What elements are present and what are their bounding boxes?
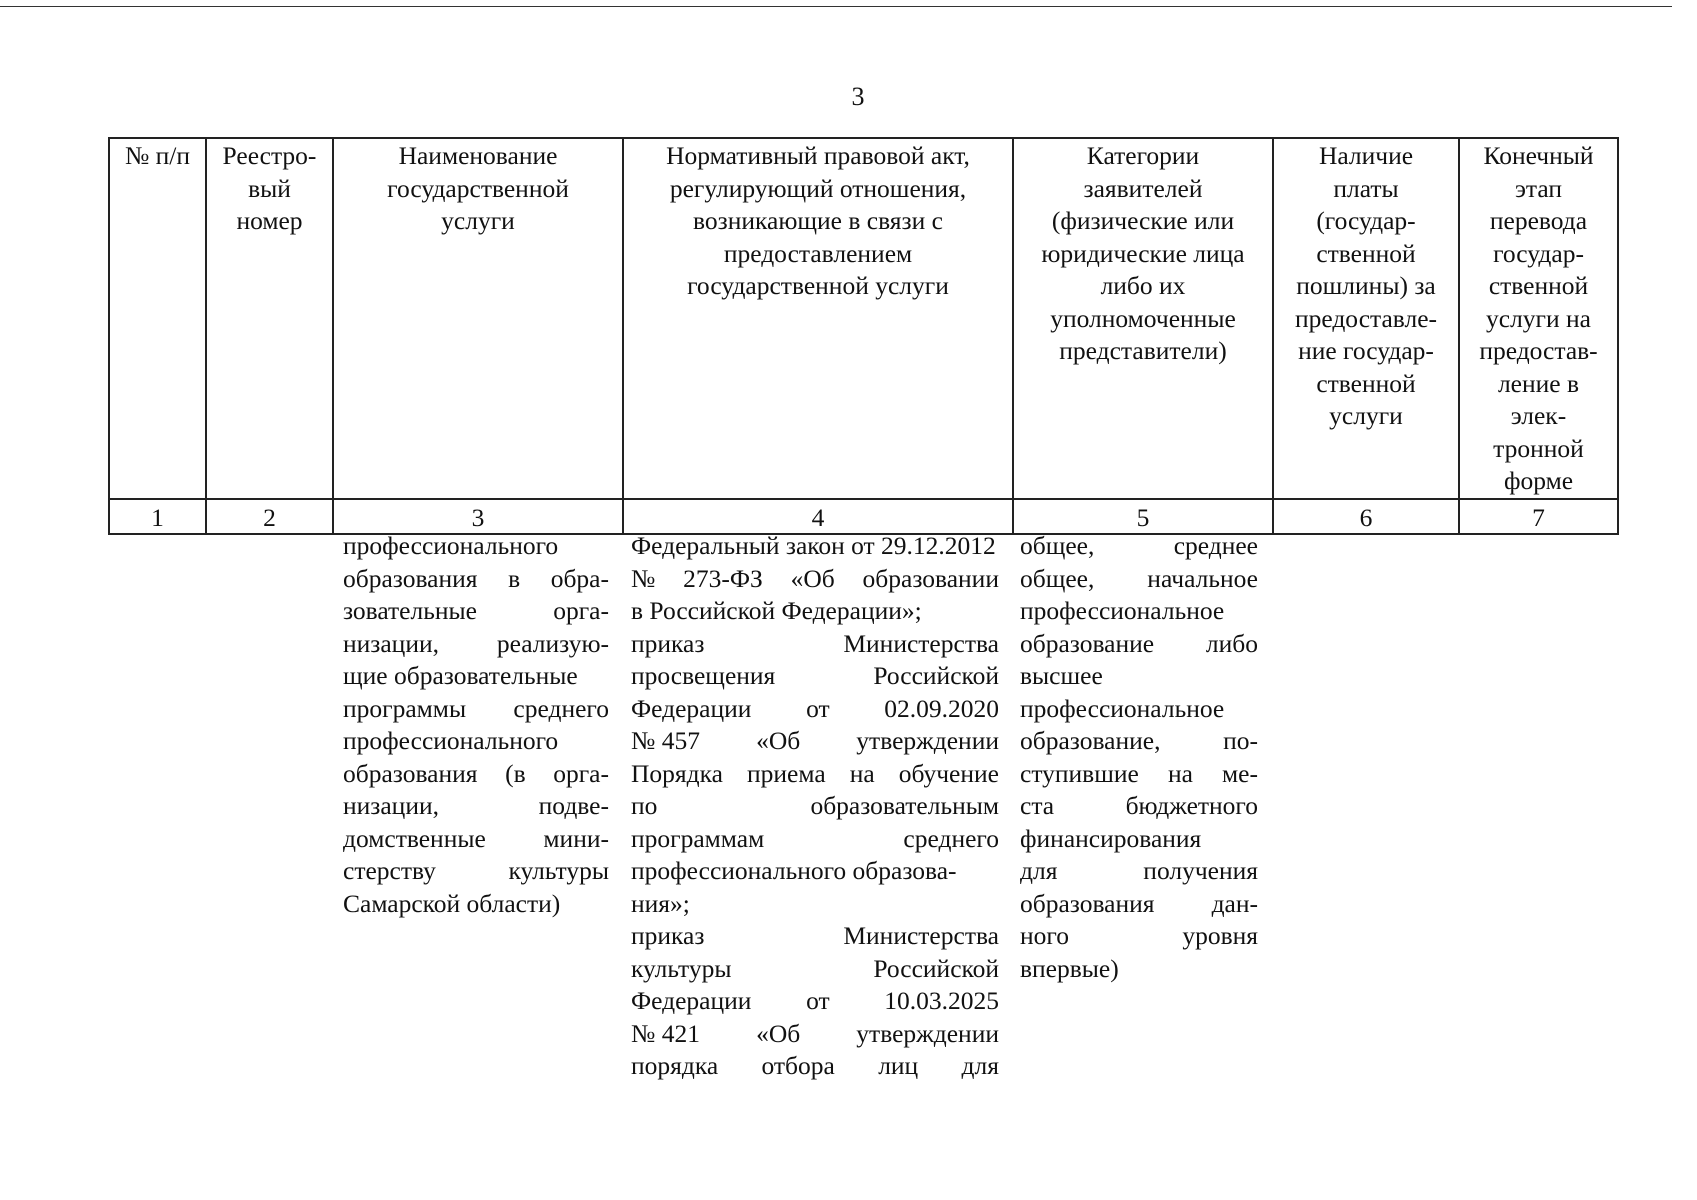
header-line: форме <box>1503 466 1574 495</box>
text-word: ного <box>1020 921 1069 950</box>
text-word: № 421 <box>631 1018 700 1048</box>
text-line <box>343 595 609 628</box>
text-word: приема <box>747 758 826 788</box>
text-word: в Российской Федерации»; <box>631 596 922 625</box>
header-cell-service-name <box>333 138 623 499</box>
text-word: образования <box>343 758 478 788</box>
applicant-categories-text <box>1020 530 1258 985</box>
text-line <box>343 855 609 888</box>
header-cell-registry-number <box>206 138 333 499</box>
text-line <box>631 693 999 726</box>
text-line <box>631 953 999 986</box>
header-cell-applicant-categories <box>1013 138 1273 499</box>
text-word: образование, <box>1020 726 1161 755</box>
header-line: тронной <box>1493 433 1584 463</box>
text-word: щие образовательные <box>343 661 578 690</box>
text-word: приказ <box>631 628 705 658</box>
text-line <box>343 888 609 921</box>
header-line: Категории <box>1086 141 1200 170</box>
column-number-cell: 7 <box>1459 499 1618 534</box>
text-word: общее, <box>1020 531 1095 560</box>
text-line <box>631 595 999 628</box>
header-line: услуги <box>441 206 515 235</box>
text-line <box>1020 530 1258 563</box>
text-line <box>1020 920 1258 953</box>
text-line <box>343 563 609 596</box>
text-word: общее, <box>1020 563 1095 593</box>
text-word: ступившие <box>1020 758 1139 788</box>
text-line <box>631 530 999 563</box>
text-word: порядка <box>631 1051 719 1080</box>
text-word: от <box>806 986 830 1015</box>
header-line: либо их <box>1100 271 1186 300</box>
text-word: профессиональное <box>1020 596 1225 625</box>
text-word: низации, <box>343 628 439 658</box>
text-line <box>1020 660 1258 693</box>
text-line <box>343 530 609 563</box>
top-rule <box>0 6 1672 7</box>
text-word: от <box>806 693 830 723</box>
header-cell-number <box>109 138 206 499</box>
text-word: приказ <box>631 921 705 950</box>
legal-act-text <box>631 530 999 1083</box>
text-line <box>631 888 999 921</box>
text-word: профессионального <box>343 726 559 755</box>
text-word: утверждении <box>856 726 999 755</box>
text-line <box>343 693 609 726</box>
text-word: по- <box>1223 726 1258 755</box>
text-word: отбора <box>761 1051 835 1080</box>
text-line <box>631 628 999 661</box>
text-word: в <box>508 563 521 593</box>
text-line <box>631 563 999 596</box>
header-line: представители) <box>1059 336 1227 365</box>
header-line: заявителей <box>1083 173 1203 203</box>
header-line: элек- <box>1510 401 1567 430</box>
text-word: Российской <box>873 661 999 690</box>
column-number-cell: 1 <box>109 499 206 534</box>
text-word: обучение <box>898 758 999 788</box>
text-word: профессиональное <box>1020 693 1225 723</box>
header-line: регулирующий отношения, <box>669 173 967 203</box>
text-word: ста <box>1020 791 1055 820</box>
header-line: ление в <box>1497 368 1580 398</box>
text-line <box>631 1050 999 1083</box>
header-line: предостав- <box>1479 336 1598 365</box>
text-word: культуры <box>508 856 609 885</box>
header-line: государ- <box>1493 238 1584 268</box>
text-line <box>1020 758 1258 791</box>
header-line: Наличие <box>1318 141 1414 170</box>
text-line <box>631 725 999 758</box>
text-word: утверждении <box>856 1018 999 1048</box>
header-line: Реестро- <box>222 141 317 170</box>
text-word: Федерации <box>631 693 752 723</box>
text-word: «Об <box>756 1018 801 1048</box>
header-line: предоставлением <box>723 238 913 268</box>
text-word: высшее <box>1020 661 1103 690</box>
text-line <box>1020 725 1258 758</box>
header-cell-legal-act <box>623 138 1013 499</box>
header-cell-electronic-stage <box>1459 138 1618 499</box>
text-word: реализую- <box>496 628 609 658</box>
text-word: на <box>849 758 875 788</box>
header-line: Нормативный правовой акт, <box>666 141 970 170</box>
text-word: стерству <box>343 856 436 885</box>
header-line: Наименование <box>398 141 558 170</box>
page-number: 3 <box>851 82 865 111</box>
text-line <box>343 725 609 758</box>
text-word: 10.03.2025 <box>884 986 999 1015</box>
column-number-row <box>109 499 1618 534</box>
text-line <box>1020 563 1258 596</box>
header-line: юридические лица <box>1041 238 1245 268</box>
header-line: (государ- <box>1316 206 1416 235</box>
column-number-cell: 4 <box>623 499 1013 534</box>
text-word: (в <box>505 758 526 788</box>
text-line <box>1020 855 1258 888</box>
header-line: возникающие в связи с <box>693 206 943 235</box>
header-cell-fee <box>1273 138 1459 499</box>
text-word: для <box>961 1051 999 1080</box>
column-number-cell: 2 <box>206 499 333 534</box>
text-word: профессионального <box>343 531 559 560</box>
text-word: Самарской области) <box>343 888 561 918</box>
text-word: бюджетного <box>1125 791 1258 820</box>
text-line <box>1020 823 1258 856</box>
text-word: подве- <box>538 791 609 820</box>
text-line <box>631 1018 999 1051</box>
column-number-cell: 3 <box>333 499 623 534</box>
text-word: «Об <box>790 563 835 593</box>
text-word: Российской <box>873 953 999 983</box>
text-word: орга- <box>553 596 609 625</box>
header-line: вый <box>248 173 291 203</box>
text-word: ния»; <box>631 888 690 918</box>
header-line: ственной <box>1316 238 1416 268</box>
text-word: Федерации <box>631 986 752 1015</box>
header-line: № п/п <box>124 141 191 170</box>
services-table <box>108 137 1619 535</box>
service-name-text <box>343 530 609 920</box>
text-word: получения <box>1143 856 1258 885</box>
text-line <box>631 855 999 888</box>
text-line <box>631 920 999 953</box>
text-line <box>1020 595 1258 628</box>
text-word: Порядка <box>631 758 723 788</box>
header-line: ственной <box>1316 368 1416 398</box>
text-line <box>631 985 999 1018</box>
text-line <box>631 823 999 856</box>
text-line <box>343 758 609 791</box>
text-word: Федеральный закон от 29.12.2012 <box>631 531 996 560</box>
text-word: уровня <box>1182 921 1258 950</box>
text-line <box>1020 790 1258 823</box>
text-word: образовательным <box>810 791 999 820</box>
text-word: либо <box>1205 628 1258 658</box>
text-word: образования <box>1020 888 1155 918</box>
text-line <box>1020 628 1258 661</box>
text-word: домственные <box>343 823 486 853</box>
text-word: обра- <box>550 563 609 593</box>
text-word: для <box>1020 856 1058 885</box>
text-line <box>343 790 609 823</box>
text-word: зовательные <box>343 596 477 625</box>
header-line: предоставле- <box>1294 303 1438 333</box>
header-line: Конечный <box>1483 141 1594 170</box>
header-line: перевода <box>1489 206 1588 235</box>
text-word: 273-ФЗ <box>683 563 763 593</box>
header-line: (физические или <box>1051 206 1235 235</box>
text-word: программам <box>631 823 765 853</box>
text-word: финансирования <box>1020 823 1202 853</box>
text-line <box>343 628 609 661</box>
header-line: услуги <box>1329 401 1403 430</box>
table-header-row <box>109 138 1618 499</box>
text-word: образовании <box>862 563 999 593</box>
text-line <box>1020 888 1258 921</box>
text-word: «Об <box>756 726 801 755</box>
text-word: № <box>631 563 656 593</box>
text-word: мини- <box>543 823 609 853</box>
text-word: Министерства <box>843 921 999 950</box>
text-word: профессионального образова- <box>631 856 957 885</box>
header-line: платы <box>1333 173 1399 203</box>
text-word: Министерства <box>843 628 999 658</box>
text-word: дан- <box>1211 888 1258 918</box>
text-line <box>1020 953 1258 986</box>
text-line <box>1020 693 1258 726</box>
header-line: номер <box>236 206 303 235</box>
text-word: впервые) <box>1020 953 1119 983</box>
text-line <box>343 823 609 856</box>
text-word: № 457 <box>631 726 700 755</box>
text-word: начальное <box>1147 563 1258 593</box>
header-line: уполномоченные <box>1050 303 1236 333</box>
column-number-cell: 6 <box>1273 499 1459 534</box>
header-line: ние государ- <box>1298 336 1434 365</box>
header-line: ственной <box>1488 271 1589 300</box>
text-line <box>631 790 999 823</box>
text-word: просвещения <box>631 661 776 690</box>
text-line <box>631 660 999 693</box>
text-word: орга- <box>553 758 609 788</box>
text-word: низации, <box>343 791 439 820</box>
text-word: образования <box>343 563 478 593</box>
text-word: среднее <box>1173 531 1258 560</box>
text-word: лиц <box>878 1051 919 1080</box>
text-word: ме- <box>1222 758 1258 788</box>
header-line: пошлины) за <box>1296 271 1436 300</box>
column-number-cell: 5 <box>1013 499 1273 534</box>
text-word: среднего <box>513 693 609 723</box>
text-word: образование <box>1020 628 1155 658</box>
header-line: государственной услуги <box>687 271 949 300</box>
text-line <box>343 660 609 693</box>
text-line <box>631 758 999 791</box>
text-word: на <box>1167 758 1193 788</box>
header-line: услуги на <box>1486 303 1591 333</box>
header-line: этап <box>1514 173 1563 203</box>
text-word: программы <box>343 693 467 723</box>
text-word: среднего <box>903 823 999 853</box>
text-word: культуры <box>631 953 732 983</box>
text-word: 02.09.2020 <box>884 693 999 723</box>
header-line: государственной <box>387 173 569 203</box>
text-word: по <box>631 791 658 820</box>
